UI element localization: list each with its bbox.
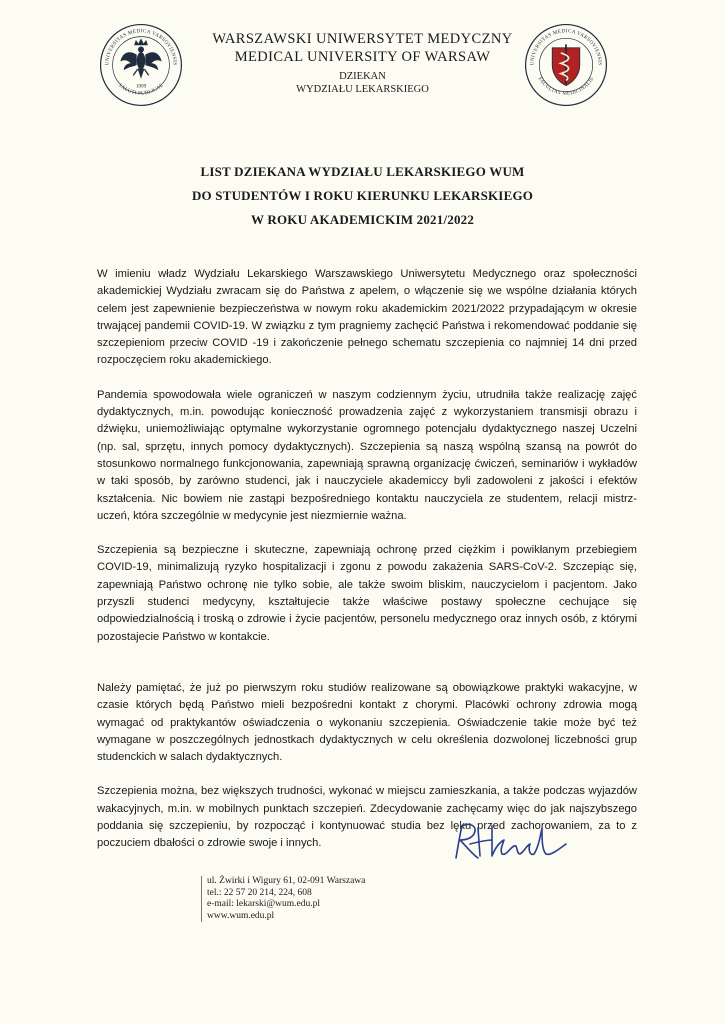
paragraph: Należy pamiętać, że już po pierwszym roku studiów realizowane są obowiązkowe praktyki wakacyjne, w czasie których będą Państwo mieli bezpośredni kontakt z chorymi. Placówki ochrony zdrowia mogą wymagać od praktykantów oświadczenia o wykonaniu szczepienia. Oświadczenie takie może być też wymagane w poszczególnych jednostkach dydaktycznych w celu określenia dozwolonej liczebności grup studenckich w salach dydaktycznych. [97,681,637,764]
svg-text:FACULTAS MEDICINALIS: FACULTAS MEDICINALIS [536,76,596,97]
signature [448,818,578,868]
title-line-3: W ROKU AKADEMICKIM 2021/2022 [250,212,475,227]
svg-text:1809: 1809 [135,83,147,90]
footer-address: ul. Żwirki i Wigury 61, 02-091 Warszawa [207,876,366,886]
dean-title: DZIEKAN [339,71,386,82]
university-name-en: MEDICAL UNIVERSITY OF WARSAW [234,49,491,65]
svg-text:UNIVERSITAS MEDICA VARSOVIENSI: UNIVERSITAS MEDICA VARSOVIENSIS [104,28,178,66]
svg-text:UNIVERSITAS MEDICA VARSOVIENSI: UNIVERSITAS MEDICA VARSOVIENSIS [529,28,603,66]
footer-website: www.wum.edu.pl [207,910,275,921]
svg-text:SALUTI PUBLICAE: SALUTI PUBLICAE [117,82,165,97]
letter-title [120,160,605,232]
faculty-seal-icon [523,22,609,108]
letter-body [97,266,637,870]
footer-contact [201,876,365,922]
paragraph: Pandemia spowodowała wiele ograniczeń w naszym codziennym życiu, utrudniła także realizację zajęć dydaktycznych, m.in. powodując konieczność prowadzenia zajęć z wykorzystaniem transmisji obrazu i dźwięku, uniemożliwiając optymalne wykorzystanie ogromnego potencjału dydaktycznego naszej Uczelni (np. sal, sprzętu, innych pomocy dydaktycznych). Szczepienia są naszą wspólną szansą na powrót do stosunkowo normalnego funkcjonowania, zapewniają sprawną organizację ćwiczeń, seminariów i wykładów w taki sposób, by zarówno studenci, jak i nauczyciele akademiccy byli zadowoleni z jakości i efektów kształcenia. Nic bowiem nie zastąpi bezpośredniego kontaktu nauczyciela ze studentem, relacji mistrz-uczeń, która szczególnie w medycynie jest niezmiernie ważna. [97,388,637,522]
faculty-name: WYDZIAŁU LEKARSKIEGO [296,84,429,95]
title-line-1: LIST DZIEKANA WYDZIAŁU LEKARSKIEGO WUM [200,164,525,179]
paragraph: Szczepienia można, bez większych trudności, wykonać w miejscu zamieszkania, a także podczas wyjazdów wakacyjnych, m.in. w mobilnych punktach szczepień. Zdecydowanie zachęcamy więc do jak najszybszego poddania się szczepieniu, by rozpocząć i kontynuować studia bez lęku przed zachorowaniem, za to z poczuciem dbałości o zdrowie swoje i innych. [97,785,637,850]
university-name-pl: WARSZAWSKI UNIWERSYTET MEDYCZNY [212,31,513,47]
footer-email: e-mail: lekarski@wum.edu.pl [207,899,320,909]
footer-phone: tel.: 22 57 20 214, 224, 608 [207,887,312,898]
letterhead [170,30,555,96]
paragraph: Szczepienia są bezpieczne i skuteczne, zapewniają ochronę przed ciężkim i powikłanym przebiegiem COVID-19, minimalizują ryzyko hospitalizacji i zgonu z powodu zakażenia SARS-CoV-2. Szczepiąc się, zapewniają Państwo ochronę nie tylko sobie, ale także swoim bliskim, nauczycielom i pacjentom. Jako przyszli studenci medycyny, kształtujecie także właściwe postawy społeczne cechujące się odpowiedzialnością i troską o zdrowie i życie pacjentów, personelu medycznego oraz innych osób, z którymi pozostajecie Państwo w kontakcie. [97,544,637,643]
title-line-2: DO STUDENTÓW I ROKU KIERUNKU LEKARSKIEGO [191,188,534,203]
paragraph: W imieniu władz Wydziału Lekarskiego Warszawskiego Uniwersytetu Medycznego oraz społeczności akademickiej Wydziału zwracam się do Państwa z apelem, o włączenie się we wspólne działania których celem jest zapewnienie bezpieczeństwa w nowym roku akademickim 2021/2022 przypadającym w okresie trwającej pandemii COVID-19. W związku z tym pragniemy zachęcić Państwa i rekomendować poddanie się szczepieniom przeciw COVID -19 i zakończenie pełnego schematu szczepienia co najmniej 14 dni przed rozpoczęciem roku akademickiego. [97,268,637,367]
